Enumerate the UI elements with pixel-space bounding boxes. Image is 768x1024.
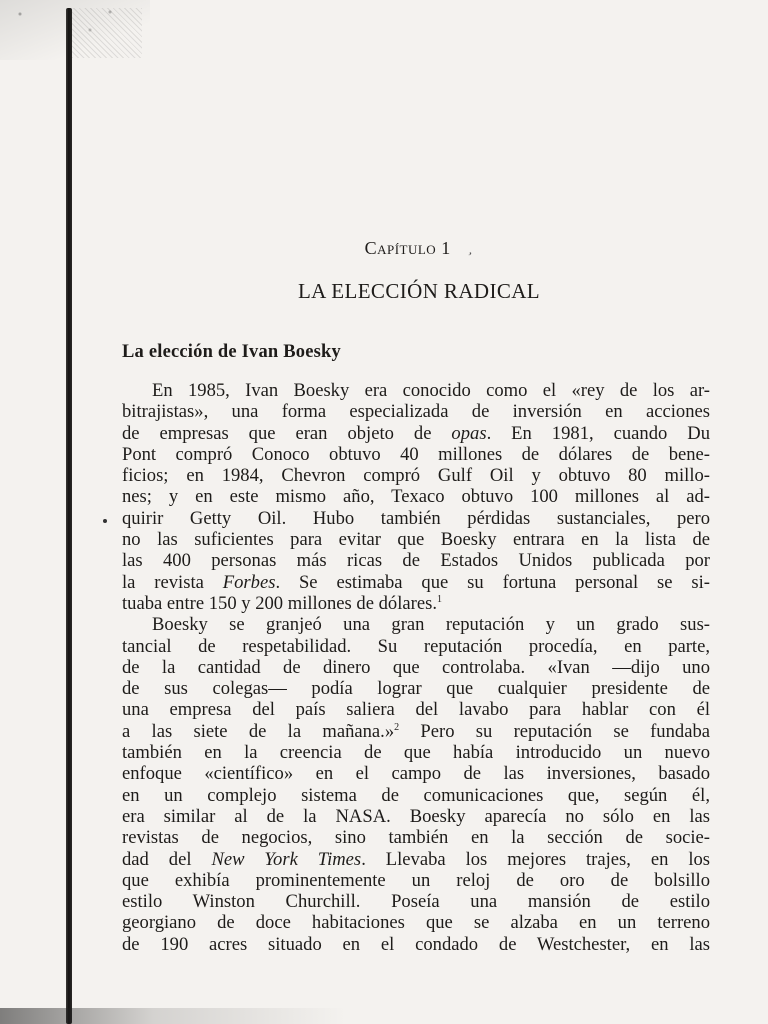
- text-line: [122, 572, 710, 593]
- text-segment: dad del: [122, 848, 212, 870]
- text-segment: tuaba entre 150 y 200 millones de dólares.: [122, 592, 437, 614]
- text-segment: . Llevaba los mejores trajes, en los: [361, 848, 711, 870]
- chapter-label-initial: C: [364, 238, 378, 258]
- text-line: Boesky se granjeó una gran reputación y un grado sus-: [152, 614, 710, 636]
- text-segment: a las siete de la mañana.»: [122, 720, 395, 742]
- text-line: bitrajistas», una forma especializada de inversión en acciones: [122, 401, 710, 423]
- text-line: En 1985, Ivan Boesky era conocido como el «rey de los ar-: [152, 380, 710, 401]
- text-line: en un complejo sistema de comunicaciones que, según él,: [122, 784, 710, 806]
- text-line: [122, 593, 710, 614]
- text-segment: . En 1981, cuando Du: [486, 422, 710, 444]
- text-line: ficios; en 1984, Chevron compró Gulf Oil y obtuvo 80 millo-: [122, 465, 710, 487]
- scan-edge-bottom: [0, 1008, 768, 1024]
- footnote-marker: 2: [394, 721, 400, 733]
- text-line: una empresa del país saliera del lavabo para hablar con él: [122, 699, 710, 721]
- section-heading: La elección de Ivan Boesky: [122, 342, 341, 362]
- chapter-label: [0, 238, 768, 259]
- text-line: [122, 721, 710, 742]
- text-line: de 190 acres situado en el condado de Westchester, en las: [122, 933, 710, 955]
- text-line: [122, 423, 710, 444]
- text-line: estilo Winston Churchill. Poseía una mansión de estilo: [122, 891, 710, 913]
- text-line: de la cantidad de dinero que controlaba. «Ivan —dijo uno: [122, 656, 710, 678]
- text-segment: la revista: [122, 571, 223, 593]
- text-line: Pont compró Conoco obtuvo 40 millones de dólares de bene-: [122, 443, 710, 465]
- text-line: también en la creencia de que había introducido un nuevo: [122, 742, 710, 764]
- text-line: las 400 personas más ricas de Estados Unidos publicada por: [122, 550, 710, 572]
- italic-term: New York Times: [211, 848, 362, 870]
- text-line: revistas de negocios, sino también en la sección de socie-: [122, 827, 710, 849]
- chapter-label-word: apítulo: [377, 238, 437, 258]
- text-line: georgiano de doce habitaciones que se alzaba en un terreno: [122, 912, 710, 934]
- text-line: enfoque «científico» en el campo de las inversiones, basado: [122, 763, 710, 785]
- text-line: [122, 849, 710, 870]
- pencil-mark: ,: [467, 241, 477, 258]
- footnote-marker: 1: [436, 593, 442, 605]
- text-line: no las suficientes para evitar que Boesky entrara en la lista de: [122, 529, 710, 551]
- chapter-number: 1: [441, 238, 451, 258]
- text-segment: de empresas que eran objeto de: [122, 422, 452, 444]
- text-line: era similar al de la NASA. Boesky aparecía no sólo en las: [122, 805, 710, 827]
- text-line: tancial de respetabilidad. Su reputación procedía, en parte,: [122, 635, 710, 657]
- text-line: quirir Getty Oil. Hubo también pérdidas sustanciales, pero: [122, 507, 710, 529]
- margin-mark: [103, 519, 107, 523]
- chapter-title: LA ELECCIÓN RADICAL: [297, 279, 541, 303]
- body-text: [122, 380, 710, 955]
- text-line: que exhibía prominentemente un reloj de oro de bolsillo: [122, 869, 710, 891]
- text-line: de sus colegas— podía lograr que cualquier presidente de: [122, 678, 710, 700]
- italic-term: Forbes: [222, 571, 276, 593]
- scan-noise: [72, 8, 142, 58]
- text-line: nes; y en este mismo año, Texaco obtuvo 100 millones al ad-: [122, 486, 710, 508]
- text-segment: . Se estimaba que su fortuna personal se si-: [275, 571, 710, 593]
- italic-term: opas: [451, 422, 487, 444]
- book-binding-shadow: [66, 8, 72, 1024]
- text-segment: Pero su reputación se fundaba: [399, 720, 710, 742]
